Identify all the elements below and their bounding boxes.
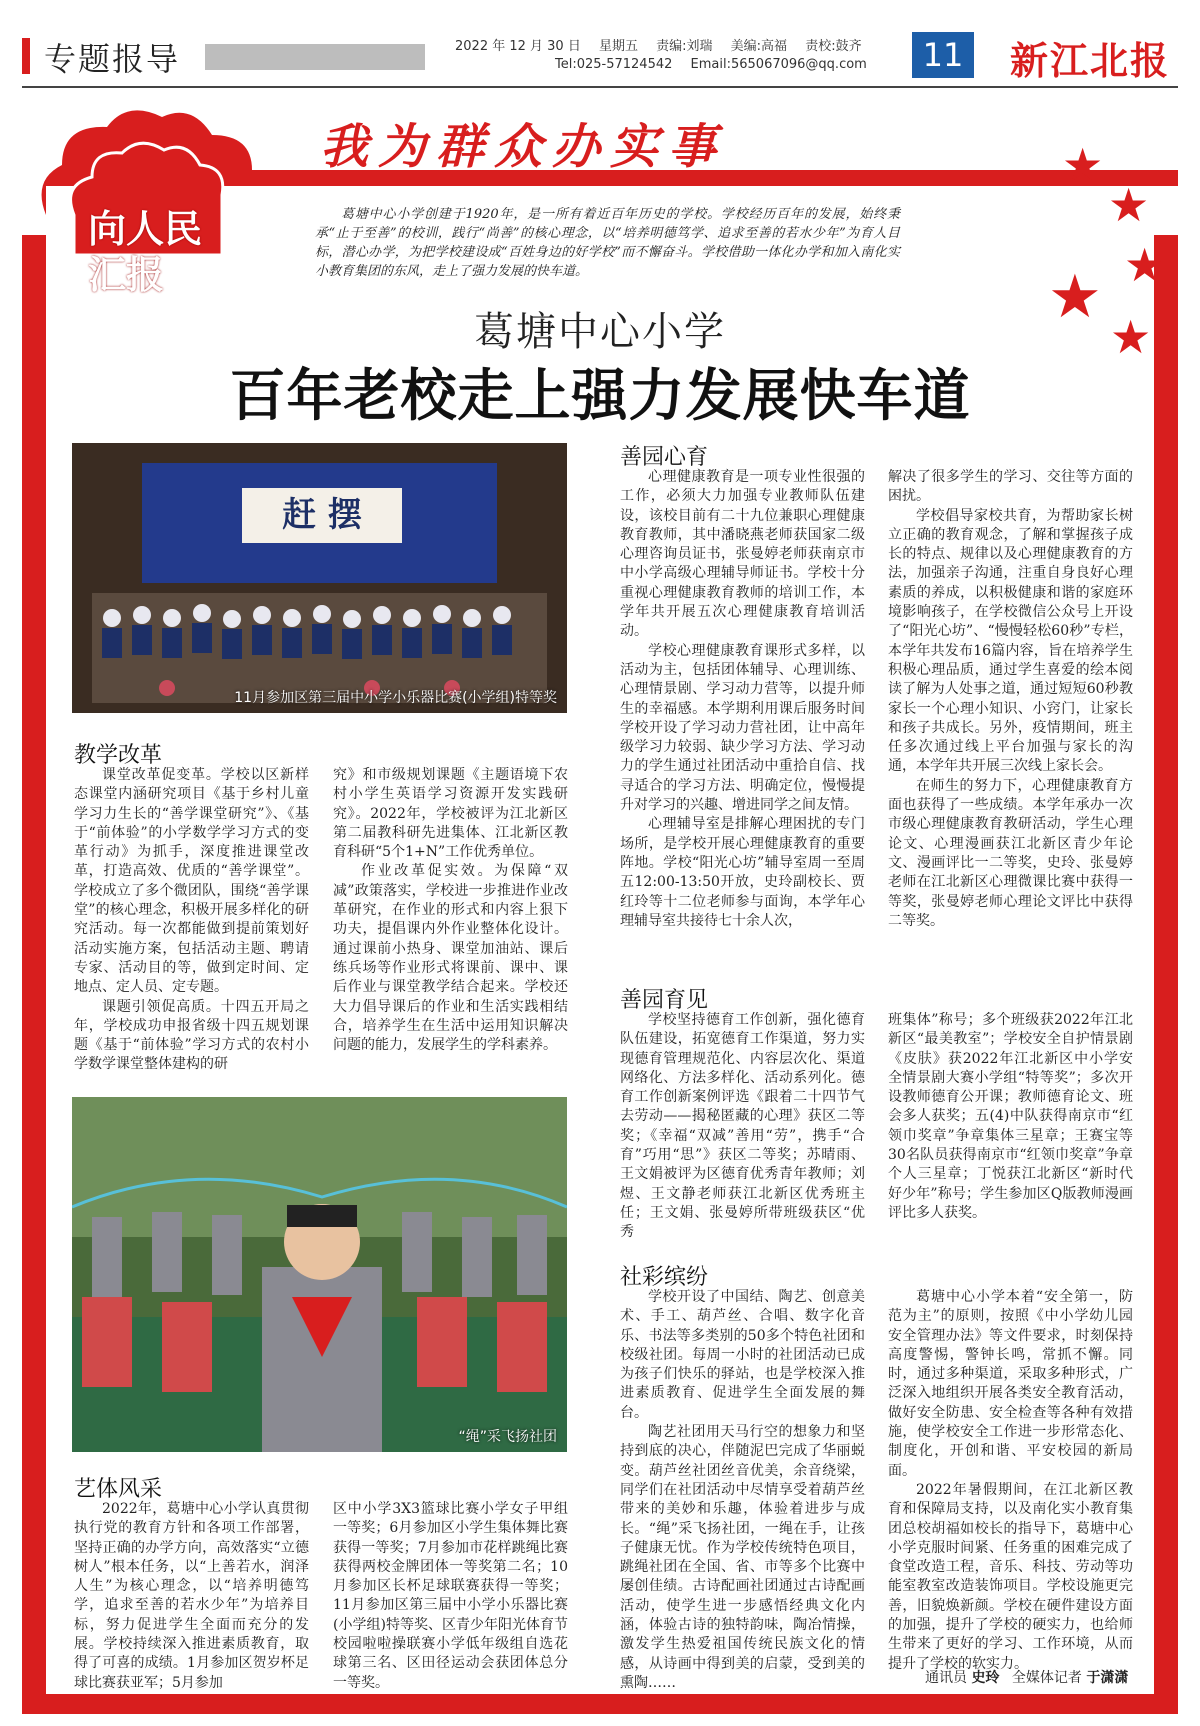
designer: 美编:高福 [730, 39, 788, 54]
section-title-moral: 善园育见 [620, 988, 709, 1013]
badge-text [88, 206, 202, 298]
arts-col-2 [333, 1500, 568, 1693]
slogan: 我为群众办实事 [320, 119, 727, 175]
section-title-psychology: 善园心育 [620, 445, 709, 470]
sports-field-scene [72, 1097, 567, 1452]
headline-school: 葛塘中心小学 [474, 309, 726, 355]
photo-music-competition [72, 443, 567, 713]
paragraph: 学校坚持德育工作创新，强化德育队伍建设，拓宽德育工作渠道，努力实现德育管理规范化、内容层次化、渠道网络化、方法多样化、活动系列化。德育工作创新案例评选《跟着二十四节气去劳动——揭秘匿藏的心理》获区二等奖；《幸福“双减”善用“劳”，携手“合育”巧用“思”》获区二等奖；苏晴雨、王文娟被评为区德育优秀青年教师；刘煜、王文静老师获江北新区优秀班主任；王文娟、张曼婷所带班级获区“优秀 [620, 1012, 865, 1241]
proofreader: 责校:鼓齐 [805, 39, 862, 54]
badge-line-1: 向人民 [88, 207, 203, 251]
paragraph: 课题引领促高质。十四五开局之年，学校成功申报省级十四五规划课题《基于“前体验”学习方式的农村小学数学课堂整体建构的研 [74, 998, 309, 1073]
photo-caption: “绳”采飞扬社团 [458, 1429, 557, 1445]
section-title-clubs: 社彩缤纷 [620, 1265, 709, 1290]
header-divider [22, 86, 1178, 88]
byline-name-2: 于潇潇 [1086, 1670, 1129, 1686]
paragraph: 区中小学3X3篮球比赛小学女子甲组一等奖；6月参加区小学生集体舞比赛获得一等奖；7月参加市花样跳绳比赛获得两校金牌团体一等奖第二名；10月参加区长杯足球联赛获得一等奖；11月参加区第三届中小学小乐器比赛(小学组)特等奖、区青少年阳光体育节校园啦啦操联赛小学低年级组自选花球第三名、区田径运动会获团体总分一等奖。 [333, 1501, 568, 1691]
clubs-col-1 [620, 1288, 865, 1693]
contact-email: Email:565067096@qq.com [690, 57, 867, 72]
paragraph: 心理辅导室是排解心理困扰的专门场所，是学校开展心理健康教育的重要阵地。学校“阳光心坊”辅导室周一至周五12:00-13:50开放，史玲副校长、贾红玲等十二位老师参与面询，本学年心理辅导室共接待七十余人次， [620, 816, 865, 929]
frame-left [22, 235, 46, 1713]
header-accent-bar [22, 38, 30, 74]
star-icon: ★ [1110, 310, 1152, 364]
intro-paragraph: 葛塘中心小学创建于1920年，是一所有着近百年历史的学校。学校经历百年的发展，始终秉承“止于至善”的校训，践行“尚善”的核心理念，以“培养明德笃学、追求至善的若水少年”为育人目标，潜心办学，为把学校建设成“百姓身边的好学校”而不懈奋斗。学校借助一体化办学和加入南化实小教育集团的东风，走上了强力发展的快车道。 [315, 207, 900, 279]
byline [925, 1667, 1128, 1687]
editor: 责编:刘瑞 [656, 39, 713, 54]
byline-name-1: 史玲 [971, 1670, 1000, 1686]
paragraph: 心理健康教育是一项专业性很强的工作，必须大力加强专业教师队伍建设，该校目前有二十九位兼职心理健康教育教师，其中潘晓燕老师获国家二级心理咨询员证书，张曼婷老师获南京市中小学高级心理辅导师证书。学校十分重视心理健康教育教师的培训工作，本学年共开展五次心理健康教育培训活动。 [620, 469, 865, 640]
star-icon: ★ [1124, 238, 1166, 292]
contact-tel: Tel:025-57124542 [555, 57, 673, 72]
psychology-col-1 [620, 468, 865, 931]
moral-col-2 [888, 1011, 1133, 1223]
arts-col-1 [74, 1500, 309, 1693]
paragraph: 学校心理健康教育课形式多样，以活动为主，包括团体辅导、心理训练、心理情景剧、学习动力营等，以提升师生的幸福感。本学期利用课后服务时间学校开设了学习动力营社团，让中高年级学习力较弱、缺少学习方法、学习动力的学生通过社团活动中重拾自信、找寻适合的学习方法、明确定位，慢慢提升对学习的兴趣、增进同学之间友情。 [620, 642, 865, 814]
paragraph: 解决了很多学生的学习、交往等方面的困扰。 [888, 469, 1133, 505]
headline-main: 百年老校走上强力发展快车道 [229, 364, 971, 429]
paragraph: 学校倡导家校共育，为帮助家长树立正确的教育观念，了解和掌握孩子成长的特点、规律以及心理健康教育的方法，加强亲子沟通，注重自身良好心理素质的养成，以积极健康和谐的家庭环境影响孩子，在学校微信公众号上开设了“阳光心坊”、“慢慢轻松60秒”专栏，本学年共发布16篇内容，旨在培养学生积极心理品质，通过学生喜爱的绘本阅读了解为人处事之道，通过短短60秒教家长一个心理小知识、小窍门，让家长和孩子共成长。另外，疫情期间，班主任多次通过线上平台加强与家长的沟通，本学年共开展三次线上家长会。 [888, 507, 1133, 775]
issue-weekday: 星期五 [598, 39, 638, 54]
issue-date: 2022 年 12 月 30 日 [455, 39, 581, 54]
paragraph: 葛塘中心小学本着“安全第一，防范为主”的原则，按照《中小学幼儿园安全管理办法》等文件要求，时刻保持高度警惕，警钟长鸣，常抓不懈。同时，通过多种渠道，采取多种形式，广泛深入地组织开展各类安全教育活动，做好安全防患、安全检查等各种有效措施，使学校安全工作进一步形常态化、制度化，开创和谐、平安校园的新局面。 [888, 1289, 1133, 1479]
teaching-col-1 [74, 766, 309, 1075]
star-icon: ★ [1048, 262, 1102, 332]
paragraph: 2022年暑假期间，在江北新区教育和保障局支持，以及南化实小教育集团总校胡福如校长的指导下，葛塘中心小学克服时间紧、任务重的困难完成了食堂改造工程，音乐、科技、劳动等功能室教室改造装饰项目。学校设施更完善，旧貌焕新颜。学校在硬件建设方面的加强，提升了学校的硬实力，也给师生带来了更好的学习、工作环境，从而提升了学校的软实力。 [888, 1481, 1133, 1672]
stage-scene [72, 443, 567, 713]
paragraph: 学校开设了中国结、陶艺、创意美术、手工、葫芦丝、合唱、数字化音乐、书法等多类别的50多个特色社团和校级社团。每周一小时的社团活动已成为孩子们快乐的驿站，也是学校深入推进素质教育、促进学生全面发展的舞台。 [620, 1289, 865, 1421]
paragraph: 班集体”称号；多个班级获2022年江北新区“最美教室”；学校安全自护情景剧《皮肤》获2022年江北新区中小学安全情景剧大赛小学组“特等奖”；多次开设教师德育公开课；教师德育论文、班会多人获奖；五(4)中队获得南京市“红领巾奖章”争章集体三星章；王赛宝等30名队员获得南京市“红领巾奖章”争章个人三星章；丁悦获江北新区“新时代好少年”称号；学生参加区Q版教师漫画评比多人获奖。 [888, 1012, 1133, 1221]
section-title-arts: 艺体风采 [74, 1477, 163, 1502]
paragraph: 在师生的努力下，心理健康教育方面也获得了一些成绩。本学年承办一次市级心理健康教育教研活动，学生心理论文、心理漫画获江北新区青少年论文、漫画评比一二等奖，史玲、张曼婷老师在江北新区心理微课比赛中获得一等奖，张曼婷老师心理论文评比中获得二等奖。 [888, 777, 1133, 929]
byline-role-2: 全媒体记者 [1011, 1670, 1082, 1686]
paragraph: 陶艺社团用天马行空的想象力和坚持到底的决心，伴随泥巴完成了华丽蜕变。葫芦丝社团丝音优美，余音绕梁，同学们在社团活动中尽情享受着葫芦丝带来的美妙和乐趣，体验着进步与成长。“绳”采飞扬社团，一绳在手，让孩子健康无忧。作为学校传统特色项目，跳绳社团在全国、省、市等多个比赛中屡创佳绩。古诗配画社团通过古诗配画活动，使学生进一步感悟经典文化内涵，体验古诗的独特韵味，陶冶情操，激发学生热爱祖国传统民族文化的情感，从诗画中得到美的启蒙，受到美的熏陶…… [620, 1424, 865, 1691]
photo-rope-club [72, 1097, 567, 1452]
byline-role-1: 通讯员 [925, 1670, 967, 1686]
header-gray-block [205, 44, 425, 70]
clubs-col-2 [888, 1288, 1133, 1674]
section-title-teaching: 教学改革 [74, 743, 163, 768]
badge-line-2: 汇报 [88, 253, 165, 297]
moral-col-1 [620, 1011, 865, 1243]
teaching-col-2 [333, 766, 568, 1055]
stage-sign: 赶 摆 [282, 495, 362, 535]
paragraph: 课堂改革促变革。学校以区新样态课堂内涵研究项目《基于乡村儿童学习力生长的“善学课堂研究”》、《基于“前体验”的小学数学学习方式的变革行动》为抓手，深度推进课堂改革，打造高效、优质的“善学课堂”。学校成立了多个微团队，围绕“善学课堂”的核心理念，积极开展多样化的研究活动。每一次都能做到提前策划好活动实施方案，包括活动主题、聘请专家、活动目的等，做到定时间、定地点、定人员、定专题。 [74, 767, 309, 996]
header-meta [455, 38, 881, 74]
page-number: 11 [912, 32, 974, 78]
paragraph: 究》和市级规划课题《主题语境下农村小学生英语学习资源开发实践研究》。2022年，学校被评为江北新区第二届教科研先进集体、江北新区教育科研“5个1+N”工作优秀单位。 [333, 767, 568, 861]
section-name: 专题报导 [44, 40, 181, 78]
newspaper-logo: 新江北报 [1010, 38, 1171, 83]
paragraph: 2022年，葛塘中心小学认真贯彻执行党的教育方针和各项工作部署，坚持正确的办学方向，高效落实“立德树人”根本任务，以“上善若水，润泽人生”为核心理念，以“培养明德笃学，追求至善的若水少年”为培养目标，努力促进学生全面而充分的发展。学校持续深入推进素质教育，取得了可喜的成绩。1月参加区贺岁杯足球比赛获亚军；5月参加 [74, 1501, 309, 1691]
photo-caption: 11月参加区第三届中小学小乐器比赛(小学组)特等奖 [234, 690, 557, 706]
frame-right [1154, 235, 1178, 1713]
psychology-col-2 [888, 468, 1133, 931]
frame-bottom [22, 1694, 1178, 1714]
star-icon: ★ [1108, 178, 1150, 232]
paragraph: 作业改革促实效。为保障“双减”政策落实，学校进一步推进作业改革研究，在作业的形式和内容上狠下功夫，提倡课内外作业整体化设计。通过课前小热身、课堂加油站、课后练兵场等作业形式将课前、课中、课后作业与课堂教学结合起来。学校还大力倡导课后的作业和生活实践相结合，培养学生在生活中运用知识解决问题的能力，发展学生的学科素养。 [333, 863, 568, 1054]
star-icon: ★ [1062, 138, 1104, 192]
